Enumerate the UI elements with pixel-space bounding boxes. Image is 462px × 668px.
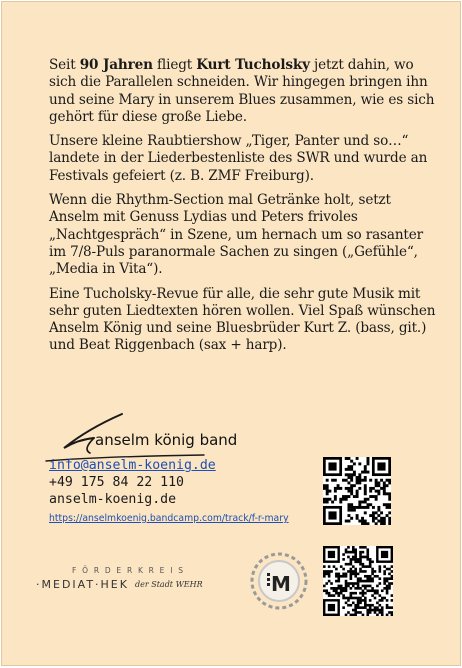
contact-block [49,457,216,508]
mediathek-logo [32,560,272,620]
band-logo [44,406,264,462]
text-span: Seit [49,57,80,73]
bold-name: Kurt Tucholsky [196,57,310,73]
svg-text:M: M [271,572,291,596]
sponsor-sub: der Stadt WEHR [135,580,203,589]
bandcamp-link[interactable]: https://anselmkoenig.bandcamp.com/track/f-r-mary [49,513,289,524]
text-span: jetzt dahin, wo sich die Parallelen schneiden. Wir hingegen bringen ihn und seine Mary in unserem Blues zusammen, wie es sich gehört für diese große Liebe. [49,57,435,125]
flyer-page [1,1,461,666]
email-link[interactable]: info@anselm-koenig.de [49,458,216,473]
sponsor-name: ·MEDIAT·HEK [36,578,129,591]
text-span: fliegt [152,57,197,73]
band-name: anselm könig band [95,431,238,449]
mediathek-m-logo-icon [249,551,309,611]
bold-years: 90 Jahren [79,57,153,73]
sponsor-topline: FÖRDERKREIS [72,566,189,575]
paragraph-rhythm: Wenn die Rhythm-Section mal Getränke holt, setzt Anselm mit Genuss Lydias und Peters frivoles „Nachtgespräch“ in Szene, um hernach um so rasanter im 7/8-Puls paranormale Sachen zu singen („Gefühle“, „Media in Vita“). [49,192,423,278]
paragraph-show: Unsere kleine Raubtiershow „Tiger, Panter und so…“ landete in der Liederbestenliste des SWR und wurde an Festivals gefeiert (z. B. ZMF Freiburg). [49,133,428,184]
paragraph-revue: Eine Tucholsky-Revue für alle, die sehr gute Musik mit sehr guten Liedtexten hören wollen. Viel Spaß wünschen Anselm König und seine Bluesbrüder Kurt Z. (bass, git.) und Beat Riggenbach (sax + harp). [49,285,436,354]
website-text: anselm-koenig.de [49,492,177,507]
paragraph-intro [49,57,444,126]
phone-number: +49 175 84 22 110 [49,475,184,490]
qr-code-icon[interactable] [323,546,393,616]
qr-code-icon[interactable] [323,457,391,525]
description-text [49,57,444,362]
